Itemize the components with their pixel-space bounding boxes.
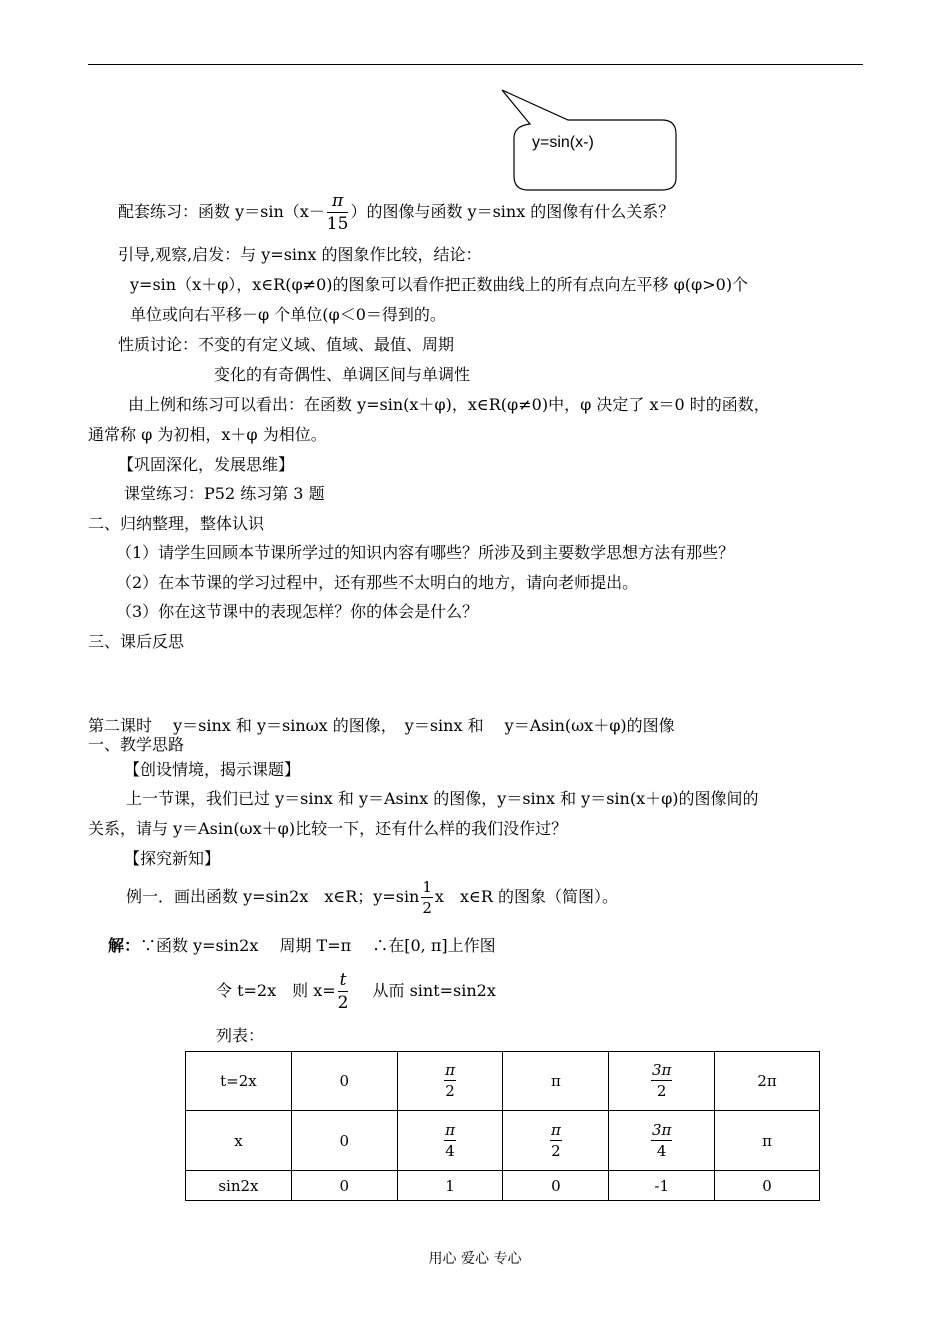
practice-frac-num: π: [327, 193, 349, 213]
fraction-denominator: 2: [656, 1082, 667, 1100]
fraction-denominator: 4: [445, 1141, 455, 1160]
example-prefix: 例一．画出函数 y=sin2x x∈R；y=sin: [126, 887, 420, 906]
explore-heading: 【探究新知】: [124, 849, 221, 868]
table-row: [186, 1171, 820, 1201]
summary-item-1: （1）请学生回顾本节课所学过的知识内容有哪些？所涉及到主要数学思想方法有那些？: [116, 543, 735, 562]
callout-text: y=sin(x-): [532, 134, 594, 151]
table-cell: 0: [291, 1171, 397, 1201]
header-rule: [88, 64, 863, 65]
example-fraction: [421, 877, 433, 917]
summary-item-3: （3）你在这节课中的表现怎样？你的体会是什么？: [116, 602, 479, 621]
practice-prefix: 配套练习：函数 y＝sin（x－: [118, 202, 325, 221]
table-cell-fraction: [444, 1063, 456, 1099]
fraction-numerator: π: [445, 1120, 455, 1139]
table-row-label: x: [186, 1111, 292, 1171]
fraction-denominator: 2: [551, 1141, 561, 1160]
practice-line: [118, 184, 674, 240]
table-cell-fraction: [651, 1120, 672, 1160]
table-cell-fraction: [444, 1120, 456, 1160]
table-cell: [609, 1111, 715, 1171]
intro-line-1: 上一节课，我们已过 y＝sinx 和 y＝Asinx 的图像，y＝sinx 和 y＝sin(x＋φ)的图像间的: [126, 789, 759, 808]
table-row-label: t=2x: [186, 1052, 292, 1111]
consolidate-heading: 【巩固深化，发展思维】: [118, 455, 295, 474]
phase-line-1: 由上例和练习可以看出：在函数 y=sin(x＋φ)，x∈R(φ≠0)中，φ 决定了 x＝0 时的函数，: [128, 395, 770, 414]
conclusion-line-1: y=sin（x＋φ），x∈R(φ≠0)的图象可以看作把正数曲线上的所有点向左平移 φ(φ>0)个: [130, 275, 749, 294]
situation-heading: 【创设情境，揭示课题】: [124, 760, 301, 779]
phase-line-2: 通常称 φ 为初相，x＋φ 为相位。: [88, 425, 327, 444]
fraction-numerator: π: [550, 1120, 561, 1139]
table-cell: [609, 1052, 715, 1111]
substitution-prefix: 令 t=2x 则 x=: [216, 981, 336, 1000]
section-two-heading: 二、归纳整理，整体认识: [88, 514, 265, 533]
table-cell: 2π: [715, 1052, 820, 1111]
table-cell-fraction: [550, 1120, 562, 1160]
fraction-denominator: 2: [445, 1082, 455, 1100]
summary-item-2: （2）在本节课的学习过程中，还有那些不太明白的地方，请向老师提出。: [116, 573, 639, 592]
substitution-frac-num: t: [339, 969, 347, 990]
property-line-2: 变化的有奇偶性、单调区间与单调性: [214, 365, 471, 384]
fraction-numerator: 3π: [651, 1120, 672, 1139]
intro-line-2: 关系，请与 y＝Asin(ωx＋φ)比较一下，还有什么样的我们没作过？: [88, 819, 568, 838]
substitution-suffix: 从而 sint=sin2x: [372, 981, 496, 1000]
fraction-numerator: π: [445, 1061, 455, 1079]
table-cell-fraction: [651, 1063, 672, 1099]
table-cell: [397, 1052, 503, 1111]
fraction-denominator: 4: [656, 1141, 667, 1160]
table-row-label: sin2x: [186, 1171, 292, 1201]
example-frac-den: 2: [422, 898, 432, 917]
solution-label: 解：: [108, 936, 141, 955]
table-cell: π: [503, 1052, 609, 1111]
fraction-numerator: 3π: [651, 1061, 672, 1079]
table-cell: 0: [291, 1052, 397, 1111]
substitution-fraction: [337, 969, 349, 1013]
table-cell: 1: [397, 1171, 503, 1201]
property-line-1: 性质讨论：不变的有定义域、值域、最值、周期: [118, 335, 455, 354]
table-row: [186, 1052, 820, 1111]
section-three-heading: 三、课后反思: [88, 632, 185, 651]
value-table: [185, 1051, 820, 1201]
substitution-line: [216, 964, 496, 1018]
example-frac-num: 1: [422, 877, 432, 896]
substitution-frac-den: 2: [337, 992, 349, 1013]
table-cell: π: [715, 1111, 820, 1171]
guide-line: 引导,观察,启发：与 y=sinx 的图象作比较，结论：: [118, 245, 482, 264]
class-exercise: 课堂练习：P52 练习第 3 题: [124, 484, 325, 503]
practice-suffix: ）的图像与函数 y＝sinx 的图像有什么关系？: [350, 202, 675, 221]
page-footer: 用心 爱心 专心: [428, 1251, 522, 1267]
value-table-body: [186, 1052, 820, 1201]
example-line: [126, 872, 618, 922]
practice-fraction: [326, 190, 349, 234]
example-suffix: x x∈R 的图象（简图）。: [434, 887, 618, 906]
table-cell: 0: [291, 1111, 397, 1171]
table-cell: -1: [609, 1171, 715, 1201]
table-cell: [397, 1111, 503, 1171]
lesson-two-title: 第二课时 y＝sinx 和 y＝sinωx 的图像， y＝sinx 和 y＝Asin(ωx＋φ)的图像: [88, 716, 675, 735]
table-cell: 0: [715, 1171, 820, 1201]
section-one-heading: 一、教学思路: [88, 735, 185, 754]
table-row: [186, 1111, 820, 1171]
solution-text: ∵函数 y=sin2x 周期 T=π ∴在[0, π]上作图: [140, 936, 496, 955]
table-cell: [503, 1111, 609, 1171]
conclusion-line-2: 单位或向右平移－φ 个单位(φ＜0＝得到的。: [130, 305, 446, 324]
table-cell: 0: [503, 1171, 609, 1201]
practice-frac-den: 15: [326, 213, 349, 234]
solution-line: [108, 936, 496, 956]
table-label: 列表：: [216, 1026, 265, 1045]
